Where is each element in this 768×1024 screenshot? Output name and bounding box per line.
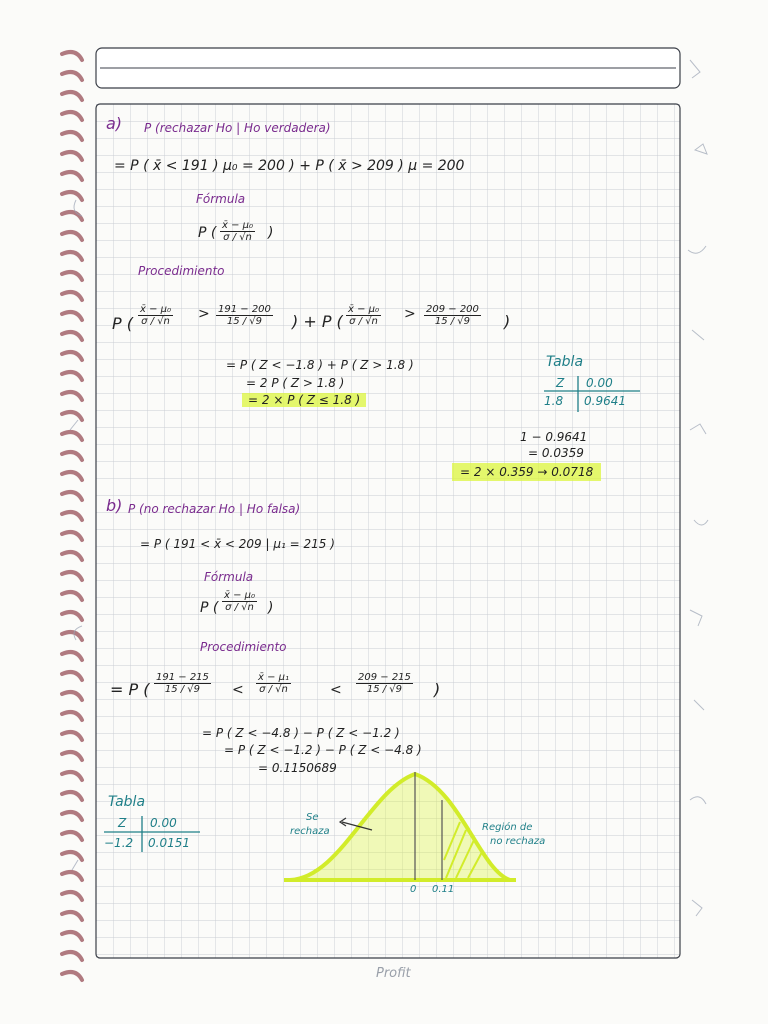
spiral-coil	[62, 952, 82, 960]
fraction-numerator: 209 − 215	[358, 672, 411, 683]
part-a-formula-label: Fórmula	[196, 192, 246, 206]
spiral-coil	[62, 652, 82, 660]
part-b-title: P (no rechazar Ho | Ho falsa)	[128, 502, 301, 516]
table-b-row-z: −1.2	[104, 836, 134, 850]
part-a-step3: = 2 × P ( Z ≤ 1.8 )	[242, 393, 366, 407]
fraction-numerator: 191 − 215	[156, 672, 209, 683]
spiral-coil	[62, 852, 82, 860]
fraction-denominator: σ / √n	[225, 602, 254, 613]
spiral-coil	[62, 872, 82, 880]
proc-a-frac4	[424, 304, 481, 327]
spiral-coil	[62, 752, 82, 760]
spiral-coil	[62, 552, 82, 560]
graph-tick-zero: 0	[410, 884, 417, 895]
fraction-numerator: x̄ − μ₀	[140, 304, 172, 315]
part-a-calc2: = 0.0359	[528, 446, 584, 460]
spiral-coil	[62, 832, 82, 840]
fraction-denominator: 15 / √9	[226, 316, 263, 327]
fraction-denominator: 15 / √9	[366, 684, 403, 695]
proc-a-close: )	[504, 312, 511, 331]
spiral-coil	[62, 152, 82, 160]
spiral-coil	[62, 492, 82, 500]
table-a-lines	[540, 374, 644, 414]
fraction-denominator: 15 / √9	[164, 684, 201, 695]
table-a-row-z: 1.8	[544, 394, 564, 408]
spiral-coil	[62, 612, 82, 620]
part-a-formula-open: P (	[198, 225, 217, 241]
spiral-coil	[62, 272, 82, 280]
spiral-coil	[62, 252, 82, 260]
proc-b-lt1: <	[232, 682, 244, 698]
footer-brand: Profit	[376, 966, 411, 981]
spiral-coil	[62, 772, 82, 780]
spiral-coil	[62, 932, 82, 940]
part-b-label: b)	[106, 496, 123, 515]
spiral-coil	[62, 472, 82, 480]
graph-reject-label-2: rechaza	[290, 826, 330, 837]
spiral-coil	[62, 512, 82, 520]
spiral-coil	[62, 52, 82, 60]
spiral-coil	[62, 532, 82, 540]
part-a-title: P (rechazar Ho | Ho verdadera)	[144, 121, 331, 135]
proc-a-p1: P (	[112, 314, 133, 333]
fraction-numerator: x̄ − μ₀	[222, 220, 254, 231]
spiral-coil	[62, 232, 82, 240]
fraction-denominator: σ / √n	[259, 684, 288, 695]
graph-region-label-1: Región de	[482, 822, 533, 833]
spiral-coil	[62, 332, 82, 340]
part-a-step2: = 2 P ( Z > 1.8 )	[246, 376, 345, 390]
fraction-denominator: σ / √n	[141, 316, 170, 327]
fraction-numerator: x̄ − μ₀	[224, 590, 256, 601]
part-b-formula-fraction	[222, 590, 257, 613]
part-b-line1: = P ( 191 < x̄ < 209 | μ₁ = 215 )	[140, 537, 335, 551]
fraction-numerator: 209 − 200	[426, 304, 479, 315]
proc-b-close: )	[434, 680, 441, 699]
fraction-numerator: x̄ − μ₁	[258, 672, 290, 683]
spiral-coil	[62, 892, 82, 900]
spiral-coil	[62, 112, 82, 120]
spiral-coil	[62, 732, 82, 740]
part-b-step2: = P ( Z < −1.2 ) − P ( Z < −4.8 )	[224, 743, 422, 757]
spiral-coil	[62, 72, 82, 80]
part-b-step1: = P ( Z < −4.8 ) − P ( Z < −1.2 )	[202, 726, 400, 740]
graph-reject-label-1: Se	[306, 812, 319, 823]
part-b-formula-label: Fórmula	[204, 570, 254, 584]
proc-b-frac3	[356, 672, 413, 695]
spiral-coil	[62, 432, 82, 440]
spiral-binding	[62, 52, 82, 980]
part-b-procedure-label: Procedimiento	[200, 640, 287, 654]
spiral-coil	[62, 592, 82, 600]
part-a-line1: = P ( x̄ < 191 ) μ₀ = 200 ) + P ( x̄ > 209 ) μ = 200	[114, 158, 465, 174]
proc-a-gt2: >	[404, 306, 416, 322]
spiral-coil	[62, 392, 82, 400]
spiral-coil	[62, 292, 82, 300]
proc-a-gt1: >	[198, 306, 210, 322]
fraction-numerator: 191 − 200	[218, 304, 271, 315]
part-b-step3: = 0.1150689	[258, 761, 337, 775]
spiral-coil	[62, 672, 82, 680]
graph-region-label-2: no rechaza	[490, 836, 546, 847]
spiral-coil	[62, 912, 82, 920]
part-a-formula-close: )	[268, 225, 274, 241]
fraction-denominator: σ / √n	[223, 232, 252, 243]
spiral-coil	[62, 312, 82, 320]
part-a-calc1: 1 − 0.9641	[520, 430, 588, 444]
spiral-coil	[62, 132, 82, 140]
spiral-coil	[62, 352, 82, 360]
spiral-coil	[62, 412, 82, 420]
table-b-col-head: 0.00	[150, 816, 177, 830]
spiral-coil	[62, 572, 82, 580]
spiral-coil	[62, 372, 82, 380]
table-b-lines	[100, 814, 204, 854]
fraction-numerator: x̄ − μ₀	[348, 304, 380, 315]
table-a-col-head: 0.00	[586, 376, 613, 390]
proc-b-lt2: <	[330, 682, 342, 698]
part-b-formula-close: )	[268, 600, 274, 616]
proc-a-mid: ) + P (	[292, 312, 343, 331]
part-a-formula-fraction	[220, 220, 255, 243]
fraction-denominator: σ / √n	[349, 316, 378, 327]
proc-b-frac2	[256, 672, 291, 695]
part-a-step1: = P ( Z < −1.8 ) + P ( Z > 1.8 )	[226, 358, 414, 372]
part-b-formula-open: P (	[200, 600, 219, 616]
proc-b-open: = P (	[110, 680, 150, 699]
proc-a-frac3	[346, 304, 381, 327]
spiral-coil	[62, 172, 82, 180]
proc-b-frac1	[154, 672, 211, 695]
table-b-col-z: Z	[118, 816, 127, 830]
fraction-denominator: 15 / √9	[434, 316, 471, 327]
part-a-procedure-label: Procedimiento	[138, 264, 225, 278]
spiral-coil	[62, 452, 82, 460]
proc-a-frac1	[138, 304, 173, 327]
table-b-label: Tabla	[108, 794, 146, 810]
part-a-label: a)	[106, 114, 123, 133]
spiral-coil	[62, 692, 82, 700]
spiral-coil	[62, 792, 82, 800]
part-a-calc3: = 2 × 0.359 → 0.0718	[452, 463, 601, 481]
table-a-label: Tabla	[546, 354, 584, 370]
table-b-row-val: 0.0151	[148, 836, 190, 850]
spiral-coil	[62, 972, 82, 980]
spiral-coil	[62, 812, 82, 820]
spiral-coil	[62, 632, 82, 640]
spiral-coil	[62, 192, 82, 200]
spiral-coil	[62, 92, 82, 100]
graph-tick-right: 0.11	[432, 884, 455, 895]
proc-a-frac2	[216, 304, 273, 327]
table-a-row-val: 0.9641	[584, 394, 626, 408]
table-a-col-z: Z	[556, 376, 565, 390]
spiral-coil	[62, 212, 82, 220]
spiral-coil	[62, 712, 82, 720]
